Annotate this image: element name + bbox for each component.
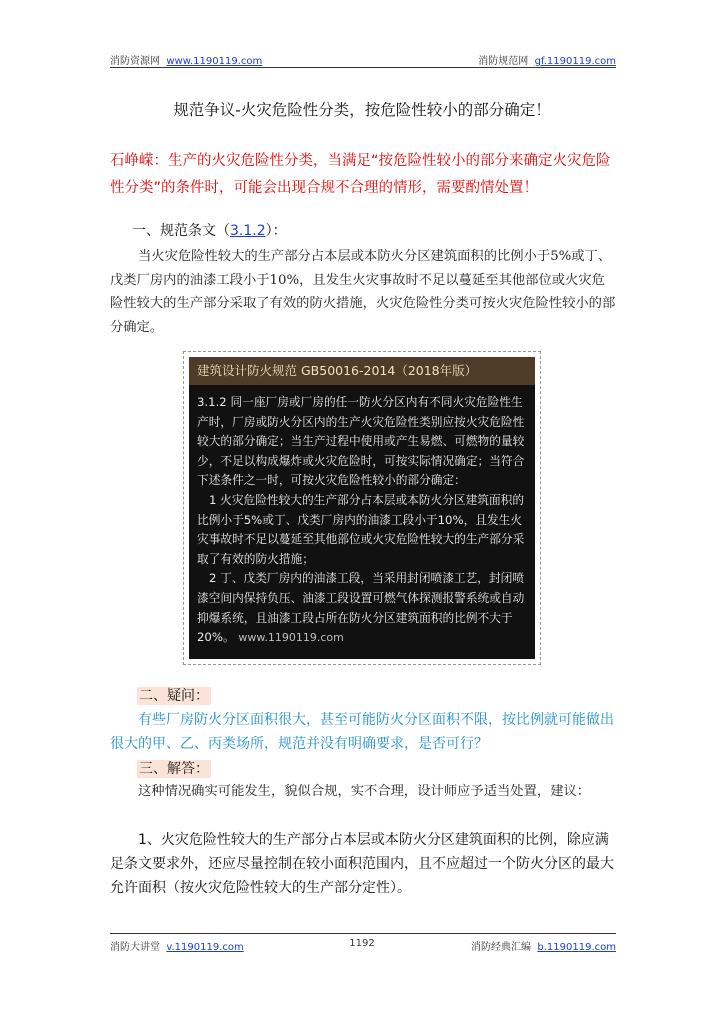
header-left [110,52,262,67]
section1-prefix: 一、规范条文（ [132,223,230,239]
figure-frame [183,351,541,665]
figure-item2 [197,569,529,647]
section2-heading-text: 二、疑问： [139,688,209,704]
header-rule [110,67,616,68]
section2-heading [137,685,211,705]
page-number: 1192 [349,938,375,949]
footer-left-link[interactable]: v.1190119.com [166,942,244,953]
section3-point1: 1、火灾危险性较大的生产部分占本层或本防火分区建筑面积的比例，除应满足条文要求外，还应尽量控制在较小面积范围内，且不应超过一个防火分区的最大允许面积（按火灾危险性较大的生产部分定性）。 [110,832,614,896]
figure-watermark: www.1190119.com [238,631,344,645]
section1-suffix: ）： [265,223,287,239]
header-left-link[interactable]: www.1190119.com [166,56,263,67]
section1-paragraph: 当火灾危险性较大的生产部分占本层或本防火分区建筑面积的比例小于5%或丁、戊类厂房内的油漆工段小于10%，且发生火灾事故时不足以蔓延至其他部位或火灾危险性较大的生产部分采取了有效的防火措施，火灾危险性分类可按火灾危险性较小的部分确定。 [110,249,616,335]
clause-link[interactable]: 3.1.2 [230,223,266,239]
header-right-label: 消防规范网 [478,56,529,67]
section2-question: 有些厂房防火分区面积很大，甚至可能防火分区面积不限，按比例就可能做出很大的甲、乙、丙类场所，规范并没有明确要求，是否可行？ [110,712,614,752]
section3-paragraph: 这种情况确实可能发生，貌似合规，实不合理，设计师应予适当处置，建议： [138,784,591,799]
figure-para1: 3.1.2 同一座厂房或厂房的任一防火分区内有不同火灾危险性生产时，厂房或防火分区内的生产火灾危险性类别应按火灾危险性较大的部分确定；当生产过程中使用或产生易燃、可燃物的量较少，不足以构成爆炸或火灾危险时，可按实际情况确定；当符合下述条件之一时，可按火灾危险性较小的部分确定： [197,395,525,488]
page-title: 规范争议-火灾危险性分类，按危险性较小的部分确定！ [173,101,551,119]
figure-item1: 1 火灾危险性较大的生产部分占本层或本防火分区建筑面积的比例小于5%或丁、戊类厂房内的油漆工段小于10%，且发生火灾事故时不足以蔓延至其他部位或火灾危险性较大的生产部分采取了有效的防火措施； [197,492,525,566]
footer-left-label: 消防大讲堂 [110,942,160,953]
section3-heading [137,758,211,778]
footer-right [471,938,616,953]
figure-title: 建筑设计防火规范 GB50016-2014（2018年版） [189,357,535,385]
footer-right-label: 消防经典汇编 [471,942,532,953]
figure-body [197,393,529,648]
footer-right-link[interactable]: b.1190119.com [537,942,616,953]
footer-rule [110,933,616,934]
code-excerpt-image [189,357,535,659]
section1-heading [132,220,287,240]
figure-item2-text: 2 丁、戊类厂房内的油漆工段，当采用封闭喷漆工艺，封闭喷漆空间内保持负压、油漆工段设置可燃气体探测报警系统或自动抑爆系统，且油漆工段占所在防火分区建筑面积的比例不大于20%。 [197,571,525,645]
intro-statement: 石峥嵘：生产的火灾危险性分类，当满足“按危险性较小的部分来确定火灾危险性分类”的条件时，可能会出现合规不合理的情形，需要酌情处置！ [110,153,611,196]
section3-heading-text: 三、解答： [139,761,209,777]
header-right [478,52,616,67]
header-right-link[interactable]: gf.1190119.com [534,56,616,67]
header-left-label: 消防资源网 [110,56,160,67]
